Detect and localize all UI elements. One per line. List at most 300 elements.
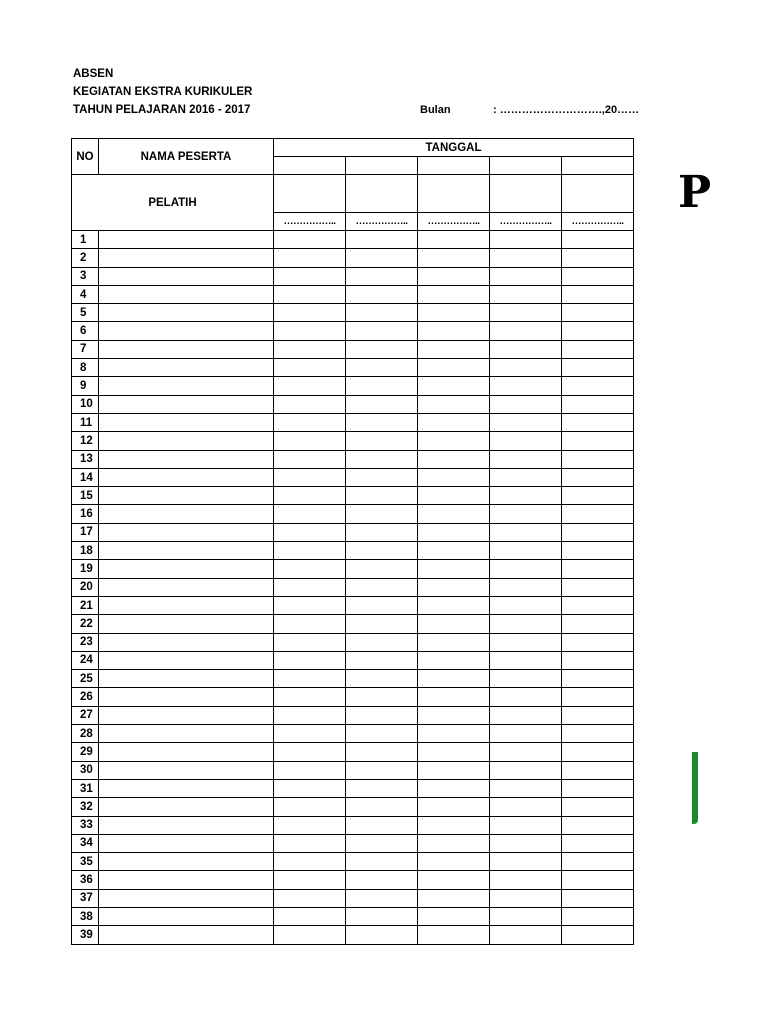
attendance-cell[interactable] [490, 578, 562, 596]
attendance-cell[interactable] [346, 651, 418, 669]
attendance-cell[interactable] [346, 249, 418, 267]
attendance-cell[interactable] [346, 688, 418, 706]
attendance-cell[interactable] [562, 706, 634, 724]
attendance-cell[interactable] [562, 761, 634, 779]
attendance-cell[interactable] [490, 871, 562, 889]
attendance-cell[interactable] [346, 706, 418, 724]
attendance-cell[interactable] [274, 596, 346, 614]
table-row [72, 779, 634, 797]
attendance-cell[interactable] [274, 816, 346, 834]
attendance-cell[interactable] [562, 816, 634, 834]
row-number: 39 [72, 926, 99, 944]
participant-name-cell[interactable] [99, 267, 274, 285]
row-number: 6 [72, 322, 99, 340]
attendance-cell[interactable] [490, 596, 562, 614]
row-number: 34 [72, 834, 99, 852]
attendance-cell[interactable] [490, 395, 562, 413]
participant-name-cell[interactable] [99, 853, 274, 871]
attendance-cell[interactable] [418, 322, 490, 340]
attendance-cell[interactable] [274, 285, 346, 303]
attendance-cell[interactable] [490, 688, 562, 706]
attendance-cell[interactable] [562, 267, 634, 285]
row-number: 13 [72, 450, 99, 468]
date-placeholder: …………….. [274, 213, 346, 231]
attendance-cell[interactable] [562, 487, 634, 505]
attendance-cell[interactable] [346, 743, 418, 761]
attendance-cell[interactable] [490, 505, 562, 523]
row-number: 18 [72, 542, 99, 560]
attendance-cell[interactable] [562, 871, 634, 889]
attendance-cell[interactable] [274, 468, 346, 486]
attendance-cell[interactable] [274, 743, 346, 761]
attendance-cell[interactable] [346, 725, 418, 743]
attendance-cell[interactable] [562, 615, 634, 633]
attendance-cell[interactable] [346, 340, 418, 358]
attendance-cell[interactable] [274, 267, 346, 285]
table-row [72, 761, 634, 779]
attendance-cell[interactable] [274, 322, 346, 340]
row-number: 27 [72, 706, 99, 724]
attendance-cell[interactable] [562, 359, 634, 377]
attendance-cell[interactable] [274, 688, 346, 706]
attendance-cell[interactable] [562, 670, 634, 688]
participant-name-cell[interactable] [99, 285, 274, 303]
attendance-cell[interactable] [490, 285, 562, 303]
table-row [72, 231, 634, 249]
attendance-cell[interactable] [346, 359, 418, 377]
attendance-cell[interactable] [274, 505, 346, 523]
attendance-cell[interactable] [418, 231, 490, 249]
table-row [72, 798, 634, 816]
attendance-cell[interactable] [418, 340, 490, 358]
attendance-cell[interactable] [346, 926, 418, 944]
attendance-cell[interactable] [490, 907, 562, 925]
attendance-cell[interactable] [274, 834, 346, 852]
attendance-cell[interactable] [346, 578, 418, 596]
attendance-cell[interactable] [562, 578, 634, 596]
attendance-cell[interactable] [346, 633, 418, 651]
attendance-cell[interactable] [418, 816, 490, 834]
date-header-cell [346, 157, 418, 175]
attendance-cell[interactable] [490, 926, 562, 944]
row-number: 26 [72, 688, 99, 706]
attendance-cell[interactable] [418, 670, 490, 688]
attendance-cell[interactable] [562, 413, 634, 431]
row-number: 30 [72, 761, 99, 779]
participant-name-cell[interactable] [99, 633, 274, 651]
attendance-cell[interactable] [274, 231, 346, 249]
date-placeholder: …………….. [490, 213, 562, 231]
attendance-cell[interactable] [346, 505, 418, 523]
attendance-cell[interactable] [562, 633, 634, 651]
table-row [72, 706, 634, 724]
attendance-cell[interactable] [346, 615, 418, 633]
attendance-cell[interactable] [418, 304, 490, 322]
table-row [72, 670, 634, 688]
table-row [72, 487, 634, 505]
attendance-cell[interactable] [490, 706, 562, 724]
attendance-cell[interactable] [274, 578, 346, 596]
attendance-cell[interactable] [490, 231, 562, 249]
attendance-cell[interactable] [418, 450, 490, 468]
participant-name-cell[interactable] [99, 468, 274, 486]
attendance-cell[interactable] [274, 725, 346, 743]
attendance-cell[interactable] [346, 432, 418, 450]
attendance-cell[interactable] [274, 853, 346, 871]
attendance-cell[interactable] [562, 468, 634, 486]
date-placeholder: …………….. [418, 213, 490, 231]
attendance-cell[interactable] [346, 761, 418, 779]
date-header-cell [274, 157, 346, 175]
attendance-cell[interactable] [562, 907, 634, 925]
attendance-cell[interactable] [490, 413, 562, 431]
attendance-cell[interactable] [490, 761, 562, 779]
title-tahun-pelajaran: TAHUN PELAJARAN 2016 - 2017 [73, 104, 251, 116]
attendance-cell[interactable] [490, 560, 562, 578]
row-number: 1 [72, 231, 99, 249]
attendance-cell[interactable] [274, 706, 346, 724]
attendance-cell[interactable] [346, 542, 418, 560]
participant-name-cell[interactable] [99, 395, 274, 413]
attendance-cell[interactable] [418, 725, 490, 743]
participant-name-cell[interactable] [99, 670, 274, 688]
participant-name-cell[interactable] [99, 249, 274, 267]
attendance-cell[interactable] [418, 377, 490, 395]
attendance-cell[interactable] [346, 834, 418, 852]
row-number: 9 [72, 377, 99, 395]
attendance-cell[interactable] [346, 304, 418, 322]
participant-name-cell[interactable] [99, 542, 274, 560]
participant-name-cell[interactable] [99, 322, 274, 340]
attendance-cell[interactable] [418, 706, 490, 724]
table-row [72, 816, 634, 834]
participant-name-cell[interactable] [99, 340, 274, 358]
participant-name-cell[interactable] [99, 432, 274, 450]
attendance-cell[interactable] [418, 285, 490, 303]
attendance-cell[interactable] [490, 816, 562, 834]
participant-name-cell[interactable] [99, 651, 274, 669]
attendance-cell[interactable] [490, 633, 562, 651]
participant-name-cell[interactable] [99, 523, 274, 541]
attendance-cell[interactable] [346, 596, 418, 614]
participant-name-cell[interactable] [99, 834, 274, 852]
attendance-cell[interactable] [346, 231, 418, 249]
attendance-cell[interactable] [418, 560, 490, 578]
attendance-cell[interactable] [418, 633, 490, 651]
attendance-cell[interactable] [562, 523, 634, 541]
attendance-cell[interactable] [418, 267, 490, 285]
attendance-cell[interactable] [562, 798, 634, 816]
attendance-cell[interactable] [274, 871, 346, 889]
table-row [72, 450, 634, 468]
attendance-cell[interactable] [346, 377, 418, 395]
attendance-cell[interactable] [274, 651, 346, 669]
attendance-cell[interactable] [346, 523, 418, 541]
attendance-cell[interactable] [490, 651, 562, 669]
table-row [72, 432, 634, 450]
table-row [72, 359, 634, 377]
row-number: 7 [72, 340, 99, 358]
attendance-cell[interactable] [346, 907, 418, 925]
attendance-cell[interactable] [490, 798, 562, 816]
row-number: 24 [72, 651, 99, 669]
attendance-cell[interactable] [418, 395, 490, 413]
attendance-cell[interactable] [418, 834, 490, 852]
attendance-cell[interactable] [562, 926, 634, 944]
attendance-cell[interactable] [418, 688, 490, 706]
attendance-cell[interactable] [346, 853, 418, 871]
table-row [72, 285, 634, 303]
attendance-cell[interactable] [490, 615, 562, 633]
attendance-cell[interactable] [490, 889, 562, 907]
attendance-cell[interactable] [274, 761, 346, 779]
attendance-cell[interactable] [274, 359, 346, 377]
table-row [72, 322, 634, 340]
attendance-cell[interactable] [346, 487, 418, 505]
table-row [72, 560, 634, 578]
pelatih-sign-cell [418, 175, 490, 213]
participant-name-cell[interactable] [99, 487, 274, 505]
attendance-cell[interactable] [418, 413, 490, 431]
attendance-cell[interactable] [490, 670, 562, 688]
attendance-cell[interactable] [562, 377, 634, 395]
table-row [72, 377, 634, 395]
attendance-cell[interactable] [562, 340, 634, 358]
attendance-cell[interactable] [490, 779, 562, 797]
table-row [72, 267, 634, 285]
table-row [72, 743, 634, 761]
attendance-cell[interactable] [418, 468, 490, 486]
attendance-cell[interactable] [562, 853, 634, 871]
table-row [72, 633, 634, 651]
attendance-cell[interactable] [490, 450, 562, 468]
attendance-cell[interactable] [274, 487, 346, 505]
attendance-cell[interactable] [418, 889, 490, 907]
attendance-cell[interactable] [274, 670, 346, 688]
bulan-value: : ……………………….,20…… [493, 104, 640, 116]
attendance-cell[interactable] [274, 907, 346, 925]
participant-name-cell[interactable] [99, 816, 274, 834]
participant-name-cell[interactable] [99, 359, 274, 377]
pelatih-sign-cell [274, 175, 346, 213]
participant-name-cell[interactable] [99, 743, 274, 761]
attendance-cell[interactable] [562, 560, 634, 578]
participant-name-cell[interactable] [99, 725, 274, 743]
attendance-cell[interactable] [418, 505, 490, 523]
attendance-cell[interactable] [418, 523, 490, 541]
attendance-cell[interactable] [274, 542, 346, 560]
attendance-cell[interactable] [562, 395, 634, 413]
attendance-cell[interactable] [418, 926, 490, 944]
attendance-cell[interactable] [418, 487, 490, 505]
attendance-cell[interactable] [562, 725, 634, 743]
row-number: 11 [72, 413, 99, 431]
attendance-cell[interactable] [274, 340, 346, 358]
attendance-cell[interactable] [418, 578, 490, 596]
attendance-cell[interactable] [274, 304, 346, 322]
attendance-cell[interactable] [418, 871, 490, 889]
table-row [72, 249, 634, 267]
attendance-cell[interactable] [274, 377, 346, 395]
attendance-cell[interactable] [274, 560, 346, 578]
attendance-cell[interactable] [490, 432, 562, 450]
attendance-cell[interactable] [490, 468, 562, 486]
pelatih-sign-cell [490, 175, 562, 213]
attendance-cell[interactable] [562, 651, 634, 669]
participant-name-cell[interactable] [99, 578, 274, 596]
attendance-cell[interactable] [346, 889, 418, 907]
date-header-cell [490, 157, 562, 175]
attendance-cell[interactable] [274, 395, 346, 413]
participant-name-cell[interactable] [99, 615, 274, 633]
attendance-cell[interactable] [274, 889, 346, 907]
attendance-cell[interactable] [490, 359, 562, 377]
attendance-cell[interactable] [418, 651, 490, 669]
table-row [72, 304, 634, 322]
attendance-cell[interactable] [346, 285, 418, 303]
attendance-cell[interactable] [490, 834, 562, 852]
attendance-cell[interactable] [490, 340, 562, 358]
row-number: 3 [72, 267, 99, 285]
attendance-cell[interactable] [562, 249, 634, 267]
attendance-cell[interactable] [490, 542, 562, 560]
attendance-cell[interactable] [562, 450, 634, 468]
table-row [72, 853, 634, 871]
participant-name-cell[interactable] [99, 779, 274, 797]
table-row [72, 542, 634, 560]
attendance-cell[interactable] [562, 432, 634, 450]
attendance-cell[interactable] [274, 249, 346, 267]
attendance-cell[interactable] [418, 761, 490, 779]
participant-name-cell[interactable] [99, 889, 274, 907]
attendance-cell[interactable] [490, 304, 562, 322]
attendance-cell[interactable] [562, 889, 634, 907]
attendance-cell[interactable] [346, 871, 418, 889]
attendance-cell[interactable] [346, 560, 418, 578]
attendance-cell[interactable] [562, 285, 634, 303]
attendance-cell[interactable] [346, 798, 418, 816]
attendance-cell[interactable] [490, 743, 562, 761]
attendance-cell[interactable] [346, 267, 418, 285]
attendance-cell[interactable] [562, 779, 634, 797]
attendance-cell[interactable] [490, 377, 562, 395]
attendance-cell[interactable] [346, 413, 418, 431]
attendance-cell[interactable] [562, 322, 634, 340]
attendance-cell[interactable] [274, 798, 346, 816]
attendance-cell[interactable] [418, 853, 490, 871]
participant-name-cell[interactable] [99, 505, 274, 523]
attendance-cell[interactable] [490, 523, 562, 541]
attendance-cell[interactable] [490, 487, 562, 505]
table-row [72, 395, 634, 413]
date-placeholder: …………….. [562, 213, 634, 231]
attendance-cell[interactable] [346, 450, 418, 468]
attendance-cell[interactable] [418, 743, 490, 761]
attendance-cell[interactable] [490, 853, 562, 871]
attendance-cell[interactable] [274, 523, 346, 541]
participant-name-cell[interactable] [99, 706, 274, 724]
attendance-cell[interactable] [562, 688, 634, 706]
row-number: 4 [72, 285, 99, 303]
row-number: 15 [72, 487, 99, 505]
participant-name-cell[interactable] [99, 871, 274, 889]
row-number: 28 [72, 725, 99, 743]
attendance-cell[interactable] [346, 468, 418, 486]
attendance-cell[interactable] [562, 542, 634, 560]
attendance-cell[interactable] [418, 907, 490, 925]
date-header-cell [418, 157, 490, 175]
table-row [72, 340, 634, 358]
attendance-cell[interactable] [418, 249, 490, 267]
attendance-cell[interactable] [562, 304, 634, 322]
row-number: 23 [72, 633, 99, 651]
participant-name-cell[interactable] [99, 413, 274, 431]
attendance-cell[interactable] [490, 322, 562, 340]
attendance-cell[interactable] [418, 779, 490, 797]
attendance-cell[interactable] [346, 395, 418, 413]
attendance-cell[interactable] [346, 816, 418, 834]
attendance-cell[interactable] [490, 725, 562, 743]
table-row [72, 651, 634, 669]
attendance-cell[interactable] [418, 596, 490, 614]
participant-name-cell[interactable] [99, 688, 274, 706]
attendance-cell[interactable] [562, 505, 634, 523]
row-number: 5 [72, 304, 99, 322]
table-row [72, 834, 634, 852]
participant-name-cell[interactable] [99, 231, 274, 249]
row-number: 31 [72, 779, 99, 797]
attendance-cell[interactable] [418, 359, 490, 377]
attendance-cell[interactable] [274, 432, 346, 450]
side-letter: P [678, 167, 712, 218]
attendance-cell[interactable] [274, 413, 346, 431]
attendance-cell[interactable] [274, 633, 346, 651]
attendance-cell[interactable] [274, 926, 346, 944]
title-absen: ABSEN [73, 68, 114, 80]
participant-name-cell[interactable] [99, 450, 274, 468]
attendance-cell[interactable] [346, 670, 418, 688]
attendance-cell[interactable] [346, 779, 418, 797]
attendance-cell[interactable] [562, 834, 634, 852]
participant-name-cell[interactable] [99, 560, 274, 578]
attendance-cell[interactable] [562, 596, 634, 614]
attendance-cell[interactable] [346, 322, 418, 340]
row-number: 20 [72, 578, 99, 596]
attendance-cell[interactable] [562, 743, 634, 761]
row-number: 19 [72, 560, 99, 578]
participant-name-cell[interactable] [99, 377, 274, 395]
participant-name-cell[interactable] [99, 596, 274, 614]
participant-name-cell[interactable] [99, 907, 274, 925]
row-number: 25 [72, 670, 99, 688]
attendance-cell[interactable] [274, 615, 346, 633]
attendance-cell[interactable] [490, 249, 562, 267]
attendance-cell[interactable] [562, 231, 634, 249]
participant-name-cell[interactable] [99, 926, 274, 944]
attendance-cell[interactable] [418, 542, 490, 560]
attendance-cell[interactable] [274, 450, 346, 468]
green-accent-bar [692, 752, 698, 824]
attendance-cell[interactable] [418, 615, 490, 633]
attendance-cell[interactable] [418, 432, 490, 450]
participant-name-cell[interactable] [99, 304, 274, 322]
attendance-cell[interactable] [490, 267, 562, 285]
participant-name-cell[interactable] [99, 761, 274, 779]
participant-name-cell[interactable] [99, 798, 274, 816]
attendance-cell[interactable] [418, 798, 490, 816]
pelatih-label: PELATIH [72, 175, 274, 231]
attendance-cell[interactable] [274, 779, 346, 797]
